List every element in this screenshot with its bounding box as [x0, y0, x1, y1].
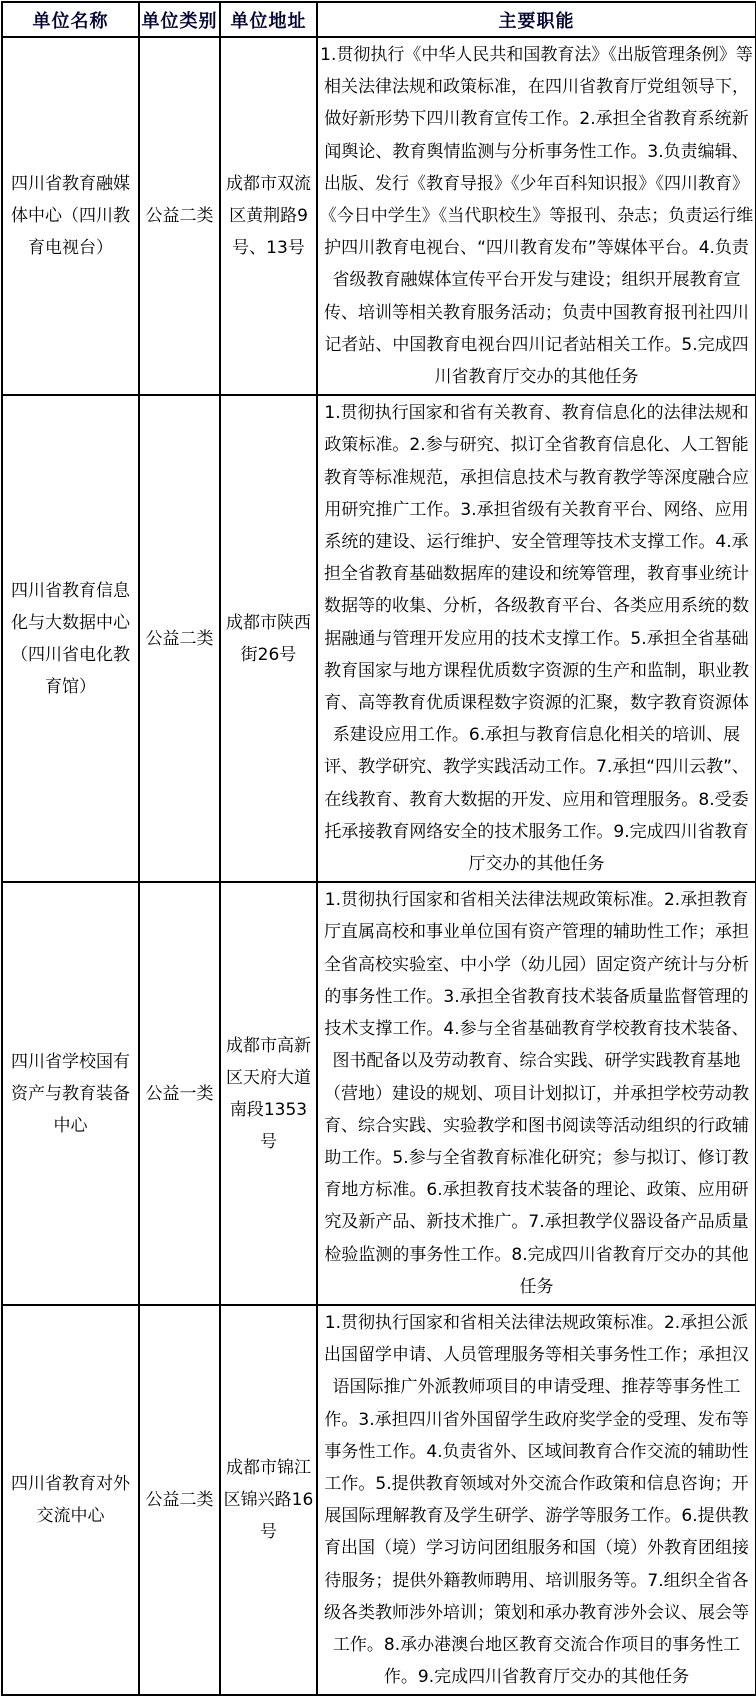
- unit-functions-cell: 1.贯彻执行国家和省相关法律法规政策标准。2.承担公派出国留学申请、人员管理服务等相关事务性工作；承担汉语国际推广外派教师项目的申请受理、推荐等事务性工作。3.承担四川省外国留学生政府奖学金的受理、发布等事务性工作。4.负责省外、区域间教育合作交流的辅助性工作。5.提供教育领域对外交流合作政策和信息咨询；开展国际理解教育及学生研学、游学等服务工作。6.提供教育出国（境）学习访问团组服务和国（境）外教育团组接待服务；提供外籍教师聘用、培训服务等。7.组织全省各级各类教师涉外培训；策划和承办教育涉外会议、展会等工作。8.承办港澳台地区教育交流合作项目的事务性工作。9.完成四川省教育厅交办的其他任务: [317, 1305, 756, 1695]
- unit-functions-cell: 1.贯彻执行国家和省相关法律法规政策标准。2.承担教育厅直属高校和事业单位国有资产管理的辅助性工作；承担全省高校实验室、中小学（幼儿园）固定资产统计与分析的事务性工作。3.承担全省教育技术装备质量监督管理的技术支撑工作。4.参与全省基础教育学校教育技术装备、图书配备以及劳动教育、综合实践、研学实践教育基地（营地）建设的规划、项目计划拟订，并承担学校劳动教育、综合实践、实验教学和图书阅读等活动组织的行政辅助工作。5.参与全省教育标准化研究；参与拟订、修订教育地方标准。6.承担教育技术装备的理论、政策、应用研究及新产品、新技术推广。7.承担教学仪器设备产品质量检验监测的事务性工作。8.完成四川省教育厅交办的其他任务: [317, 882, 756, 1305]
- unit-name-cell: 四川省学校国有资产与教育装备中心: [2, 882, 139, 1305]
- unit-functions-cell: 1.贯彻执行《中华人民共和国教育法》《出版管理条例》等相关法律法规和政策标准，在四川省教育厅党组领导下，做好新形势下四川教育宣传工作。2.承担全省教育系统新闻舆论、教育舆情监测与分析事务性工作。3.负责编辑、出版、发行《教育导报》《少年百科知识报》《四川教育》《今日中学生》《当代职校生》等报刊、杂志；负责运行维护四川教育电视台、“四川教育发布”等媒体平台。4.负责省级教育融媒体宣传平台开发与建设；组织开展教育宣传、培训等相关教育服务活动；负责中国教育报刊社四川记者站、中国教育电视台四川记者站相关工作。5.完成四川省教育厅交办的其他任务: [317, 37, 756, 395]
- column-header-main-functions: 主要职能: [317, 2, 756, 37]
- unit-name-cell: 四川省教育融媒体中心（四川教育电视台）: [2, 37, 139, 395]
- unit-address-cell: 成都市锦江区锦兴路16号: [220, 1305, 317, 1695]
- table-row: [2, 882, 756, 1305]
- column-header-unit-address: 单位地址: [220, 2, 317, 37]
- unit-category-cell: 公益二类: [139, 37, 220, 395]
- unit-name-cell: 四川省教育对外交流中心: [2, 1305, 139, 1695]
- unit-category-cell: 公益一类: [139, 882, 220, 1305]
- table-row: [2, 395, 756, 882]
- header-row: [2, 2, 756, 37]
- unit-functions-cell: 1.贯彻执行国家和省有关教育、教育信息化的法律法规和政策标准。2.参与研究、拟订全省教育信息化、人工智能教育等标准规范，承担信息技术与教育教学等深度融合应用研究推广工作。3.承担省级有关教育平台、网络、应用系统的建设、运行维护、安全管理等技术支撑工作。4.承担全省教育基础数据库的建设和统筹管理，教育事业统计数据等的收集、分析，各级教育平台、各类应用系统的数据融通与管理开发应用的技术支撑工作。5.承担全省基础教育国家与地方课程优质数字资源的生产和监制，职业教育、高等教育优质课程数字资源的汇聚，数字教育资源体系建设应用工作。6.承担与教育信息化相关的培训、展评、教学研究、教学实践活动工作。7.承担“四川云教”、在线教育、教育大数据的开发、应用和管理服务。8.受委托承接教育网络安全的技术服务工作。9.完成四川省教育厅交办的其他任务: [317, 395, 756, 882]
- unit-category-cell: 公益二类: [139, 1305, 220, 1695]
- unit-address-cell: 成都市双流区黄荆路9号、13号: [220, 37, 317, 395]
- unit-name-cell: 四川省教育信息化与大数据中心（四川省电化教育馆）: [2, 395, 139, 882]
- table-row: [2, 37, 756, 395]
- unit-category-cell: 公益二类: [139, 395, 220, 882]
- units-table: [1, 1, 756, 1696]
- unit-address-cell: 成都市陕西街26号: [220, 395, 317, 882]
- column-header-unit-name: 单位名称: [2, 2, 139, 37]
- table-row: [2, 1305, 756, 1695]
- column-header-unit-category: 单位类别: [139, 2, 220, 37]
- unit-address-cell: 成都市高新区天府大道南段1353号: [220, 882, 317, 1305]
